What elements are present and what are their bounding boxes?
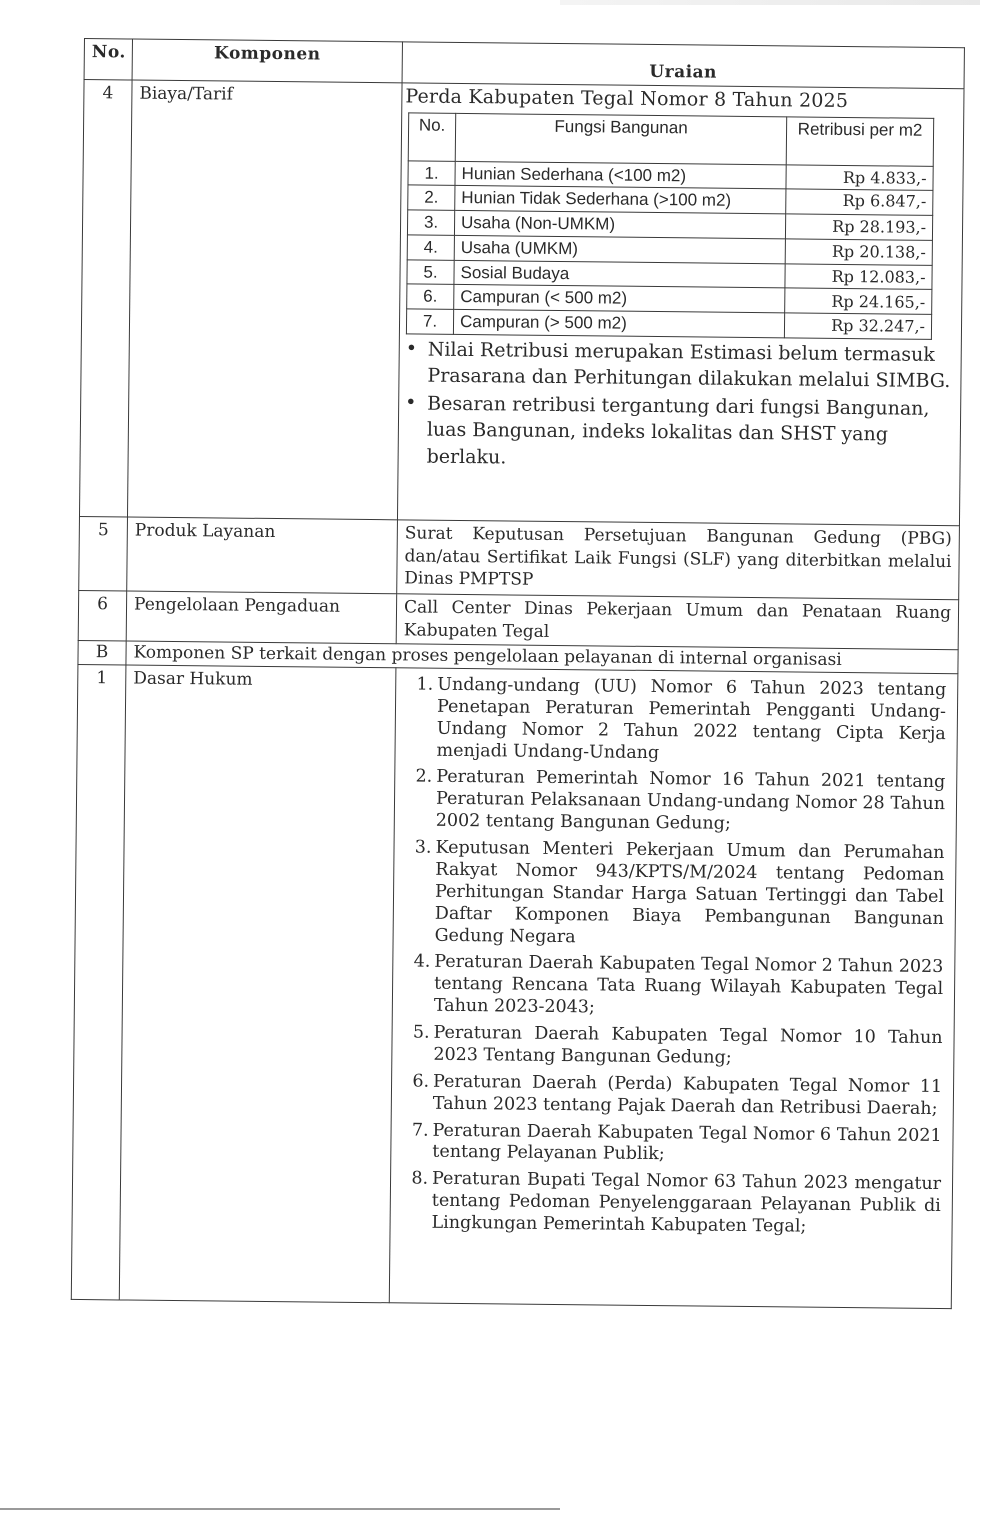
fee-no: 1.: [408, 160, 455, 185]
fee-no: 4.: [407, 235, 454, 260]
note-text: Besaran retribusi tergantung dari fungsi Bangunan, luas Bangunan, indeks lokalitas dan SHST yang berlaku.: [426, 392, 930, 469]
row-number: 4: [79, 80, 132, 517]
note-text: Nilai Retribusi merupakan Estimasi belum termasuk Prasarana dan Perhitungan dilakukan melalui SIMBG.: [427, 338, 951, 393]
fee-no: 5.: [407, 259, 454, 284]
list-item: [399, 1071, 942, 1120]
section-letter: B: [78, 641, 126, 665]
fee-fungsi: Sosial Budaya: [454, 260, 785, 288]
table-row-biaya-tarif: [79, 80, 964, 526]
service-standard-table: [71, 38, 965, 1309]
fee-header-retribusi: Retribusi per m2: [786, 116, 933, 166]
list-item: [402, 767, 946, 838]
list-item-number: 8.: [411, 1168, 429, 1189]
fee-row: [406, 309, 931, 339]
list-item-number: 4.: [413, 951, 431, 973]
list-item-text: Peraturan Daerah Kabupaten Tegal Nomor 2 Tahun 2023 tentang Rencana Tata Ruang Wilayah Kabupaten Tegal Tahun 2023-2043;: [433, 952, 944, 1018]
list-item-number: 5.: [412, 1022, 430, 1043]
fee-retribusi: Rp 6.847,-: [786, 189, 933, 215]
list-item-text: Undang-undang (UU) Nomor 6 Tahun 2023 tentang Penetapan Peraturan Pemerintah Pengganti Undang-Undang Nomor 2 Tahun 2022 tentang Cipta Kerja menjadi Undang-Undang: [436, 674, 947, 763]
fee-no: 6.: [407, 284, 454, 309]
fee-no: 2.: [408, 185, 455, 210]
row-komponen: Pengelolaan Pengaduan: [126, 591, 397, 644]
header-no: No.: [84, 39, 132, 81]
fee-retribusi: Rp 32.247,-: [784, 313, 931, 339]
row-number: 5: [79, 517, 128, 591]
fee-retribusi: Rp 12.083,-: [785, 263, 932, 289]
row-uraian: [389, 668, 958, 1309]
list-item: [397, 1169, 941, 1240]
fee-fungsi: Campuran (> 500 m2): [453, 309, 784, 337]
fee-fungsi: Hunian Sederhana (<100 m2): [455, 161, 786, 189]
fee-fungsi: Usaha (Non-UMKM): [454, 210, 785, 238]
list-item: [398, 1120, 941, 1169]
fee-header-no: No.: [408, 112, 456, 160]
fee-retribusi: Rp 24.165,-: [785, 288, 932, 314]
list-item: [401, 837, 945, 952]
perda-title: Perda Kabupaten Tegal Nomor 8 Tahun 2025: [405, 85, 849, 113]
row-number: 1: [71, 664, 126, 1300]
header-uraian: Uraian: [402, 42, 964, 89]
table-row-dasar-hukum: [71, 664, 958, 1308]
table-row-produk-layanan: [79, 517, 960, 600]
row-number: 6: [78, 591, 127, 641]
list-item-text: Peraturan Daerah (Perda) Kabupaten Tegal Nomor 11 Tahun 2023 tentang Pajak Daerah dan Retribusi Daerah;: [432, 1071, 943, 1119]
page-edge-bottom: [0, 1508, 560, 1510]
list-item: [400, 952, 944, 1023]
legal-basis-list: [397, 674, 950, 1240]
list-item-number: 7.: [411, 1119, 429, 1141]
fee-no: 7.: [406, 309, 453, 334]
note-item: [399, 391, 953, 475]
fee-table-header: [408, 112, 933, 165]
row-uraian: [397, 83, 964, 526]
row-komponen: Biaya/Tarif: [127, 80, 402, 520]
list-item-number: 3.: [414, 837, 432, 858]
note-item: [399, 336, 953, 394]
section-title: Komponen SP terkait dengan proses pengelolaan pelayanan di internal organisasi: [126, 641, 958, 673]
list-item-text: Peraturan Daerah Kabupaten Tegal Nomor 6 Tahun 2021 tentang Pelayanan Publik;: [432, 1120, 942, 1165]
row-komponen: Produk Layanan: [127, 517, 398, 594]
row-uraian: Surat Keputusan Persetujuan Bangunan Gedung (PBG) dan/atau Sertifikat Laik Fungsi (SLF) yang diterbitkan melalui Dinas PMPTSP: [397, 520, 960, 600]
list-item-number: 6.: [412, 1071, 430, 1092]
list-item-text: Peraturan Pemerintah Nomor 16 Tahun 2021 tentang Peraturan Pelaksanaan Undang-undang Nomor 28 Tahun 2002 tentang Bangunan Gedung;: [435, 767, 946, 834]
list-item-text: Peraturan Bupati Tegal Nomor 63 Tahun 2023 mengatur tentang Pedoman Penyelenggaraan Pelayanan Publik di Lingkungan Pemerintah Kabupaten Tegal;: [431, 1168, 942, 1237]
list-item-text: Keputusan Menteri Pekerjaan Umum dan Perumahan Rakyat Nomor 943/KPTS/M/2024 tentang Pedoman Perhitungan Standar Harga Satuan Tertinggi dan Tabel Daftar Komponen Biaya Pembangunan Bangunan Gedung Negara: [434, 837, 945, 947]
fee-fungsi: Campuran (< 500 m2): [454, 285, 785, 313]
list-item: [402, 674, 946, 767]
list-item: [399, 1022, 942, 1071]
fee-fungsi: Usaha (UMKM): [454, 235, 785, 263]
list-item-number: 1.: [416, 674, 434, 695]
fee-retribusi: Rp 4.833,-: [786, 164, 933, 190]
list-item-text: Peraturan Daerah Kabupaten Tegal Nomor 10 Tahun 2023 Tentang Bangunan Gedung;: [433, 1022, 943, 1068]
header-komponen: Komponen: [132, 39, 402, 83]
row-uraian: Call Center Dinas Pekerjaan Umum dan Penataan Ruang Kabupaten Tegal: [396, 594, 958, 650]
fee-retribusi: Rp 28.193,-: [785, 214, 932, 240]
retribusi-notes: [399, 336, 961, 475]
bullet-icon: •: [405, 337, 418, 360]
fee-retribusi: Rp 20.138,-: [785, 239, 932, 265]
row-komponen: Dasar Hukum: [119, 665, 396, 1303]
list-item-number: 2.: [415, 766, 433, 788]
fee-header-fungsi: Fungsi Bangunan: [455, 113, 786, 164]
bullet-icon: •: [405, 391, 417, 414]
page-edge-top: [560, 0, 980, 5]
fee-no: 3.: [407, 210, 454, 235]
fee-table: [406, 112, 934, 340]
fee-fungsi: Hunian Tidak Sederhana (>100 m2): [455, 186, 786, 214]
table-row-pengelolaan-pengaduan: [78, 591, 958, 650]
